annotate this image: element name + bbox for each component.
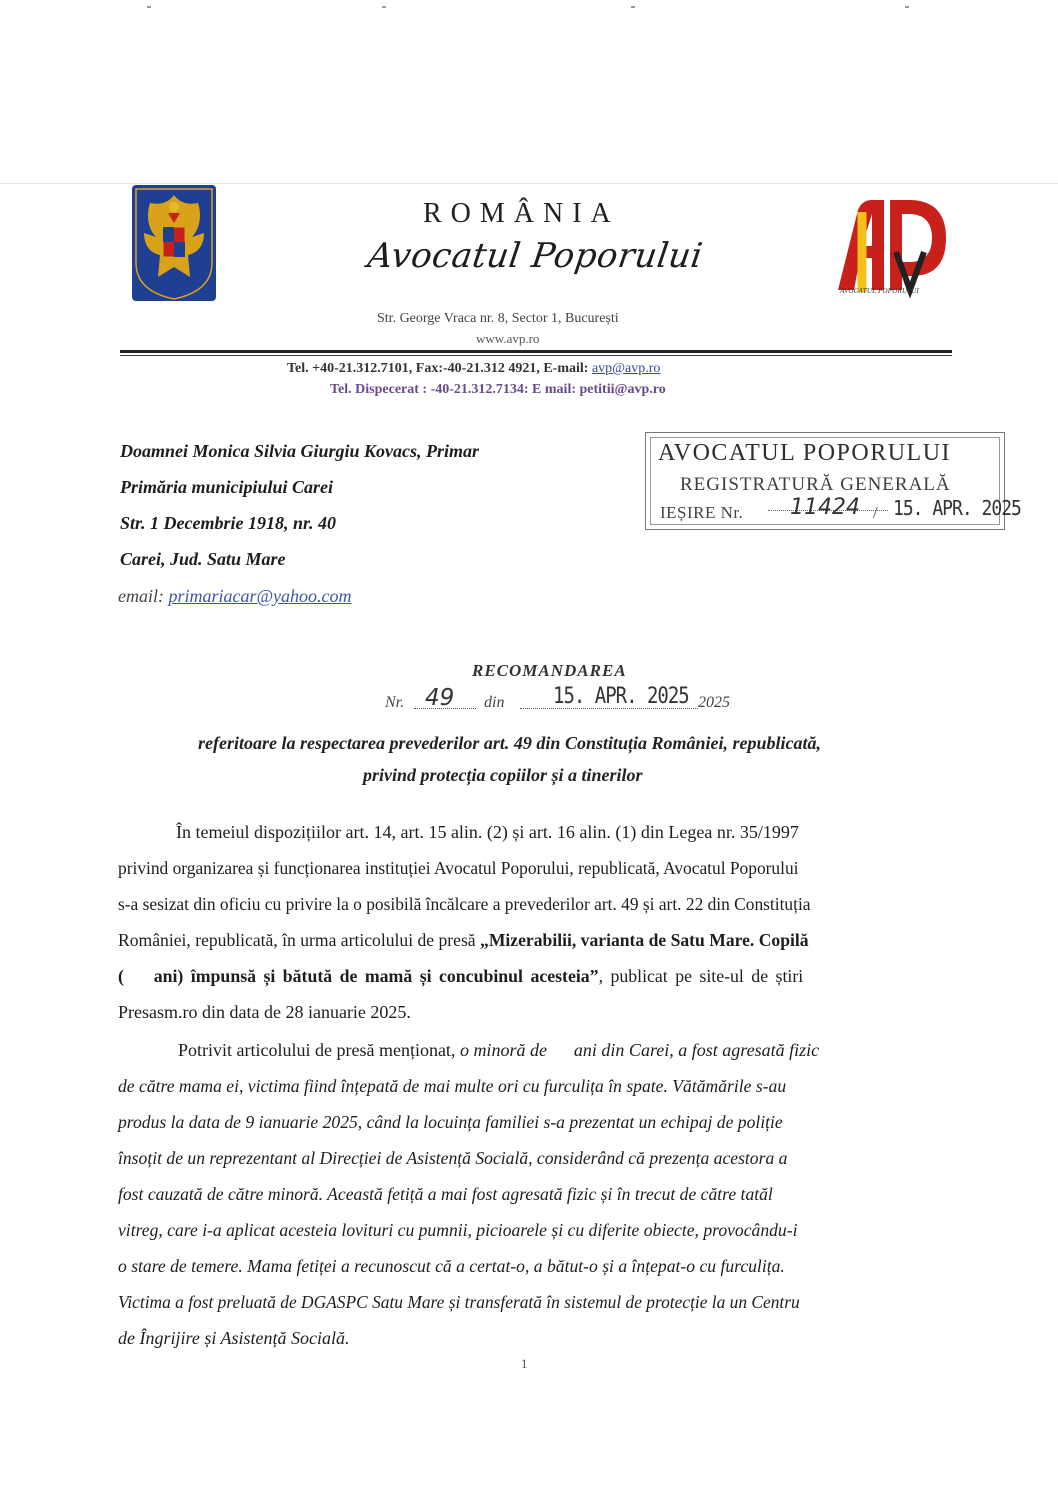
stamp-date: 15. APR. 2025	[893, 496, 1021, 521]
document-title: RECOMANDAREA	[472, 661, 627, 680]
logo-caption: AVOCATUL POPORULUI	[840, 287, 920, 295]
stamp-registry: REGISTRATURĂ GENERALĂ	[680, 474, 951, 495]
number-label: Nr.	[385, 694, 405, 711]
stamp-separator: /	[873, 503, 878, 522]
paragraph-1-line	[118, 930, 941, 951]
addressee-email-link[interactable]: primariacar@yahoo.com	[168, 586, 352, 606]
paragraph-2-line: de Îngrijire și Asistență Socială.	[118, 1328, 350, 1348]
addressee-street: Str. 1 Decembrie 1918, nr. 40	[120, 513, 337, 533]
scan-artifact	[631, 6, 635, 8]
paragraph-1-line: Presasm.ro din data de 28 ianuarie 2025.	[118, 1002, 411, 1022]
paragraph-1-line: În temeiul dispozițiilor art. 14, art. 15 alin. (2) și art. 16 alin. (1) din Legea nr. 35/1997	[176, 822, 799, 842]
stamp-exit-label: IEȘIRE Nr.	[660, 503, 744, 522]
institution-address: Str. George Vraca nr. 8, Sector 1, București	[377, 311, 619, 326]
contact-line-2: Tel. Dispecerat : -40-21.312.7134: E mail: petitii@avp.ro	[330, 382, 666, 397]
institution-website: www.avp.ro	[476, 331, 540, 346]
email-label: email:	[118, 586, 169, 606]
institution-name: Avocatul Poporului	[365, 236, 706, 276]
document-number: 49	[425, 685, 455, 711]
paragraph-1-line: s-a sesizat din oficiu cu privire la o posibilă încălcare a prevederilor art. 49 și art. 22 din Constituția	[118, 894, 811, 914]
subject-line-2: privind protecția copiilor și a tinerilor	[363, 765, 643, 785]
paragraph-1-text: , publicat pe site-ul de știri	[598, 966, 804, 986]
romania-coat-of-arms-icon	[130, 183, 218, 303]
document-year: 2025	[698, 694, 730, 711]
paragraph-2-line: însoțit de un reprezentant al Direcției de Asistență Socială, considerând că prezența acestora a	[118, 1148, 788, 1168]
paragraph-2-line: o stare de temere. Mama fetiței a recunoscut că a certat-o, a bătut-o și a înțepat-o cu furculița.	[118, 1256, 785, 1276]
paragraph-2-line: Victima a fost preluată de DGASPC Satu Mare și transferată în sistemul de protecție la un Centru	[118, 1292, 800, 1312]
stamp-handwritten-number: 11424	[790, 495, 860, 520]
document-date-stamp: 15. APR. 2025	[553, 683, 689, 709]
contact-email-link[interactable]: avp@avp.ro	[591, 361, 661, 376]
paragraph-2-text: o minoră de ani din Carei, a fost agresată fizic	[459, 1040, 820, 1060]
scan-artifact	[382, 6, 386, 8]
paragraph-2-line	[178, 1040, 941, 1061]
addressee-name: Doamnei Monica Silvia Giurgiu Kovacs, Primar	[120, 441, 480, 461]
subject-line-1: referitoare la respectarea prevederilor art. 49 din Constituția României, republicată,	[198, 733, 821, 753]
paragraph-2-text: Potrivit articolului de presă menționat,	[178, 1040, 460, 1060]
paragraph-1-text: României, republicată, în urma articolului de presă	[118, 930, 481, 950]
stamp-institution: AVOCATUL POPORULUI	[658, 440, 952, 466]
paragraph-2-line: vitreg, care i-a aplicat acesteia lovituri cu pumnii, picioarele și cu diferite obiecte, provocându-i	[118, 1220, 798, 1240]
contact-line-1	[287, 361, 660, 377]
contact-phone-fax: Tel. +40-21.312.7101, Fax:-40-21.312 4921, E-mail:	[287, 361, 592, 376]
paragraph-2-line: de către mama ei, victima fiind înțepată de mai multe ori cu furculița în spate. Vătămările s-au	[118, 1076, 787, 1096]
date-label: din	[484, 694, 505, 711]
article-title: „Mizerabilii, varianta de Satu Mare. Copilă	[480, 930, 809, 950]
scan-artifact	[147, 6, 151, 8]
paragraph-2-line: fost cauzată de către minoră. Această fetiță a mai fost agresată fizic și în trecut de către tatăl	[118, 1184, 773, 1204]
paragraph-1-line: privind organizarea și funcționarea instituției Avocatul Poporului, republicată, Avocatul Poporului	[118, 858, 799, 878]
page-number: 1	[521, 1356, 528, 1371]
scan-artifact	[905, 6, 909, 8]
country-name: ROMÂNIA	[423, 198, 620, 229]
addressee-email-line	[118, 586, 352, 607]
paragraph-1-line	[118, 966, 941, 987]
header-divider	[120, 350, 952, 353]
header-divider-thin	[120, 355, 952, 356]
addressee-city: Carei, Jud. Satu Mare	[120, 549, 286, 569]
paragraph-2-line: produs la data de 9 ianuarie 2025, când la locuința familiei s-a prezentat un echipaj de poliție	[118, 1112, 783, 1132]
addressee-institution: Primăria municipiului Carei	[120, 477, 334, 497]
article-title: ( ani) împunsă și bătută de mamă și concubinul acesteia”	[118, 966, 599, 986]
